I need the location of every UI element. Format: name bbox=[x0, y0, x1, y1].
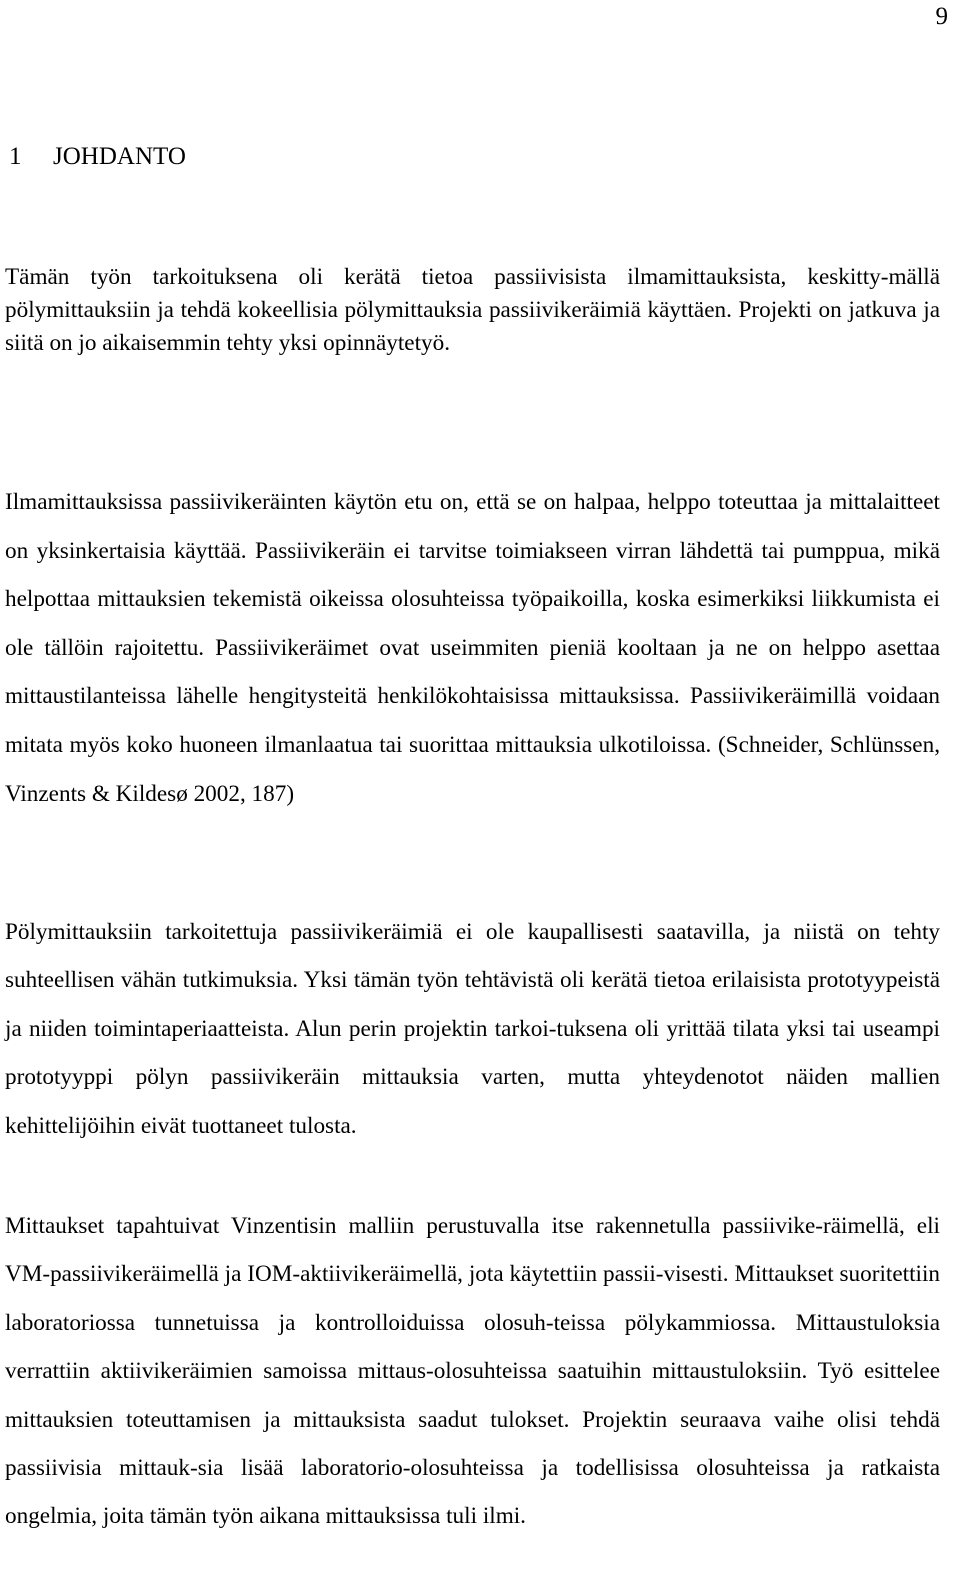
chapter-heading bbox=[9, 142, 186, 172]
paragraph-purpose: Tämän työn tarkoituksena oli kerätä tietoa passiivisista ilmamittauksista, keskitty-mällä pölymittauksiin ja tehdä kokeellisia pölymittauksia passiivikeräimiä käyttäen. Projekti on jatkuva ja siitä on jo aikaisemmin tehty yksi opinnäytetyö. bbox=[5, 264, 940, 356]
chapter-title: JOHDANTO bbox=[53, 143, 186, 170]
chapter-number: 1 bbox=[9, 143, 22, 170]
paragraph-advantages: Ilmamittauksissa passiivikeräinten käytön etu on, että se on halpaa, helppo toteuttaa ja mittalaitteet on yksinkertaisia käyttää. Passiivikeräin ei tarvitse toimiakseen virran lähdettä tai pumppua, mikä helpottaa mittauksien tekemistä oikeissa olosuhteissa työpaikoilla, koska esimerkiksi liikkumista ei ole tällöin rajoitettu. Passiivikeräimet ovat useimmiten pieniä kooltaan ja ne on helppo asettaa mittaustilanteissa lähelle hengitysteitä henkilökohtaisissa mittauksissa. Passiivikeräimillä voidaan mitata myös koko huoneen ilmanlaatua tai suorittaa mittauksia ulkotiloissa. (Schneider, Schlünssen, Vinzents & Kildesø 2002, 187) bbox=[5, 489, 940, 807]
paragraph-measurements: Mittaukset tapahtuivat Vinzentisin malliin perustuvalla itse rakennetulla passiivike-räimellä, eli VM-passiivikeräimellä ja IOM-aktiivikeräimellä, jota käytettiin passii-visesti. Mittaukset suoritettiin laboratoriossa tunnetuissa ja kontrolloiduissa olosuh-teissa pölykammiossa. Mittaustuloksia verrattiin aktiivikeräimien samoissa mittaus-olosuhteissa saatuihin mittaustuloksiin. Työ esittelee mittauksien toteuttamisen ja mittauksista saadut tulokset. Projektin seuraava vaihe olisi tehdä passiivisia mittauk-sia lisää laboratorio-olosuhteissa ja todellisissa olosuhteissa ja ratkaista ongelmia, joita tämän työn aikana mittauksissa tuli ilmi. bbox=[5, 1213, 940, 1530]
page-number: 9 bbox=[935, 3, 948, 30]
paragraph-prototypes: Pölymittauksiin tarkoitettuja passiivikeräimiä ei ole kaupallisesti saatavilla, ja niistä on tehty suhteellisen vähän tutkimuksia. Yksi tämän työn tehtävistä oli kerätä tietoa erilaisista prototyypeistä ja niiden toimintaperiaatteista. Alun perin projektin tarkoi-tuksena oli yrittää tilata yksi tai useampi prototyyppi pölyn passiivikeräin mittauksia varten, mutta yhteydenotot näiden mallien kehittelijöihin eivät tuottaneet tulosta. bbox=[5, 919, 940, 1139]
